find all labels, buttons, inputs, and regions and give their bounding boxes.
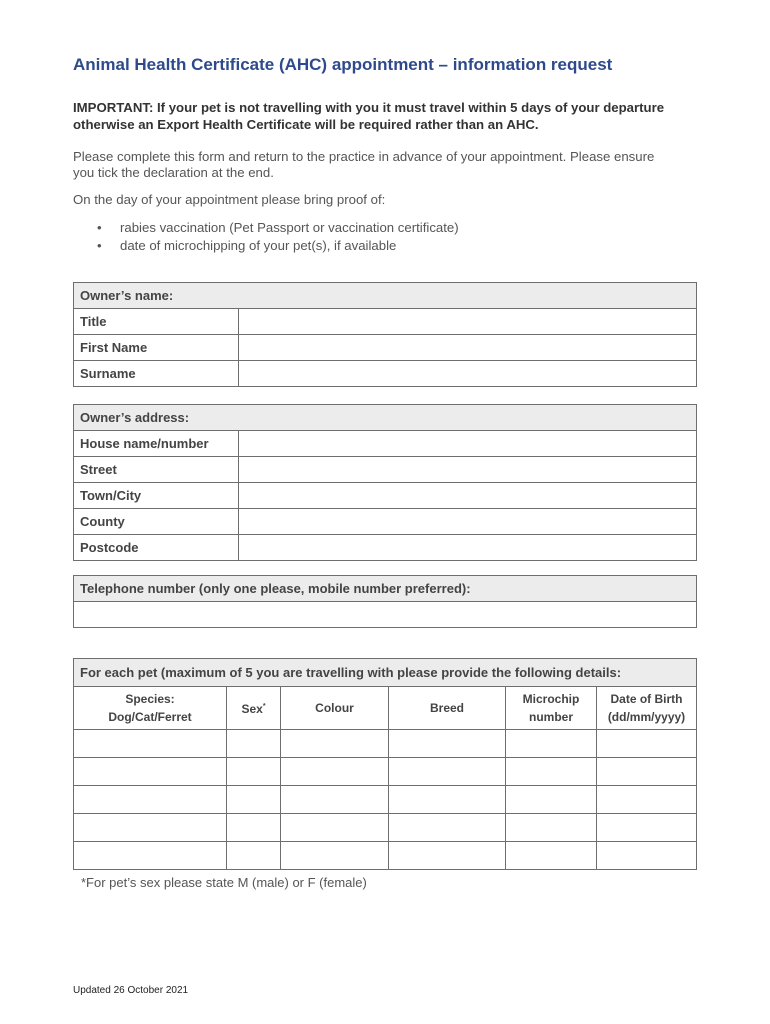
table-row	[74, 730, 697, 758]
dob-cell[interactable]	[597, 786, 697, 814]
surname-field[interactable]	[239, 361, 697, 387]
important-notice: IMPORTANT: If your pet is not travelling with you it must travel within 5 days of your departure otherwise an Export Health Certificate will be required rather than an AHC.	[73, 100, 665, 132]
dob-column-header: Date of Birth (dd/mm/yyyy)	[597, 687, 697, 730]
breed-cell[interactable]	[389, 730, 506, 758]
sex-cell[interactable]	[227, 730, 281, 758]
owner-name-table	[73, 282, 697, 387]
microchip-cell[interactable]	[506, 730, 597, 758]
species-cell[interactable]	[74, 730, 227, 758]
title-field[interactable]	[239, 309, 697, 335]
dob-cell[interactable]	[597, 842, 697, 870]
first-name-label: First Name	[74, 335, 239, 361]
breed-cell[interactable]	[389, 814, 506, 842]
proof-intro-text: On the day of your appointment please bring proof of:	[73, 192, 386, 207]
owner-address-heading: Owner’s address:	[74, 405, 697, 431]
sex-cell[interactable]	[227, 758, 281, 786]
colour-cell[interactable]	[281, 758, 389, 786]
species-cell[interactable]	[74, 758, 227, 786]
microchip-cell[interactable]	[506, 814, 597, 842]
sex-footnote: *For pet’s sex please state M (male) or F (female)	[81, 875, 367, 890]
pets-table	[73, 658, 697, 870]
house-field[interactable]	[239, 431, 697, 457]
street-field[interactable]	[239, 457, 697, 483]
telephone-heading: Telephone number (only one please, mobile number preferred):	[74, 576, 697, 602]
microchip-cell[interactable]	[506, 758, 597, 786]
bullet-icon: •	[97, 220, 102, 235]
species-column-header: Species: Dog/Cat/Ferret	[74, 687, 227, 730]
sex-cell[interactable]	[227, 842, 281, 870]
species-cell[interactable]	[74, 842, 227, 870]
colour-cell[interactable]	[281, 786, 389, 814]
table-row	[74, 786, 697, 814]
sex-cell[interactable]	[227, 814, 281, 842]
title-label: Title	[74, 309, 239, 335]
proof-list	[73, 219, 459, 254]
page-title: Animal Health Certificate (AHC) appointment – information request	[73, 55, 613, 74]
sex-column-header: Sex*	[227, 687, 281, 730]
county-label: County	[74, 509, 239, 535]
list-item: • date of microchipping of your pet(s), if available	[97, 237, 397, 253]
bullet-icon: •	[97, 237, 102, 253]
street-label: Street	[74, 457, 239, 483]
postcode-label: Postcode	[74, 535, 239, 561]
colour-cell[interactable]	[281, 730, 389, 758]
breed-cell[interactable]	[389, 758, 506, 786]
microchip-cell[interactable]	[506, 786, 597, 814]
dob-cell[interactable]	[597, 758, 697, 786]
pets-column-headers	[74, 687, 697, 730]
breed-cell[interactable]	[389, 842, 506, 870]
colour-cell[interactable]	[281, 814, 389, 842]
dob-cell[interactable]	[597, 730, 697, 758]
species-cell[interactable]	[74, 814, 227, 842]
list-item: • rabies vaccination (Pet Passport or vaccination certificate)	[97, 220, 459, 235]
table-row	[74, 814, 697, 842]
surname-label: Surname	[74, 361, 239, 387]
microchip-column-header: Microchip number	[506, 687, 597, 730]
owner-name-heading: Owner’s name:	[74, 283, 697, 309]
table-row	[74, 758, 697, 786]
intro-text: Please complete this form and return to the practice in advance of your appointment. Please ensure you tick the declaration at the end.	[73, 149, 655, 180]
species-cell[interactable]	[74, 786, 227, 814]
county-field[interactable]	[239, 509, 697, 535]
colour-cell[interactable]	[281, 842, 389, 870]
updated-date: Updated 26 October 2021	[73, 985, 189, 996]
pets-heading: For each pet (maximum of 5 you are travelling with please provide the following details:	[74, 659, 697, 687]
sex-cell[interactable]	[227, 786, 281, 814]
dob-cell[interactable]	[597, 814, 697, 842]
town-field[interactable]	[239, 483, 697, 509]
colour-column-header: Colour	[281, 687, 389, 730]
telephone-field[interactable]	[74, 602, 697, 628]
table-row	[74, 842, 697, 870]
first-name-field[interactable]	[239, 335, 697, 361]
owner-address-table	[73, 404, 697, 561]
house-label: House name/number	[74, 431, 239, 457]
postcode-field[interactable]	[239, 535, 697, 561]
telephone-table	[73, 575, 697, 628]
town-label: Town/City	[74, 483, 239, 509]
breed-column-header: Breed	[389, 687, 506, 730]
breed-cell[interactable]	[389, 786, 506, 814]
microchip-cell[interactable]	[506, 842, 597, 870]
